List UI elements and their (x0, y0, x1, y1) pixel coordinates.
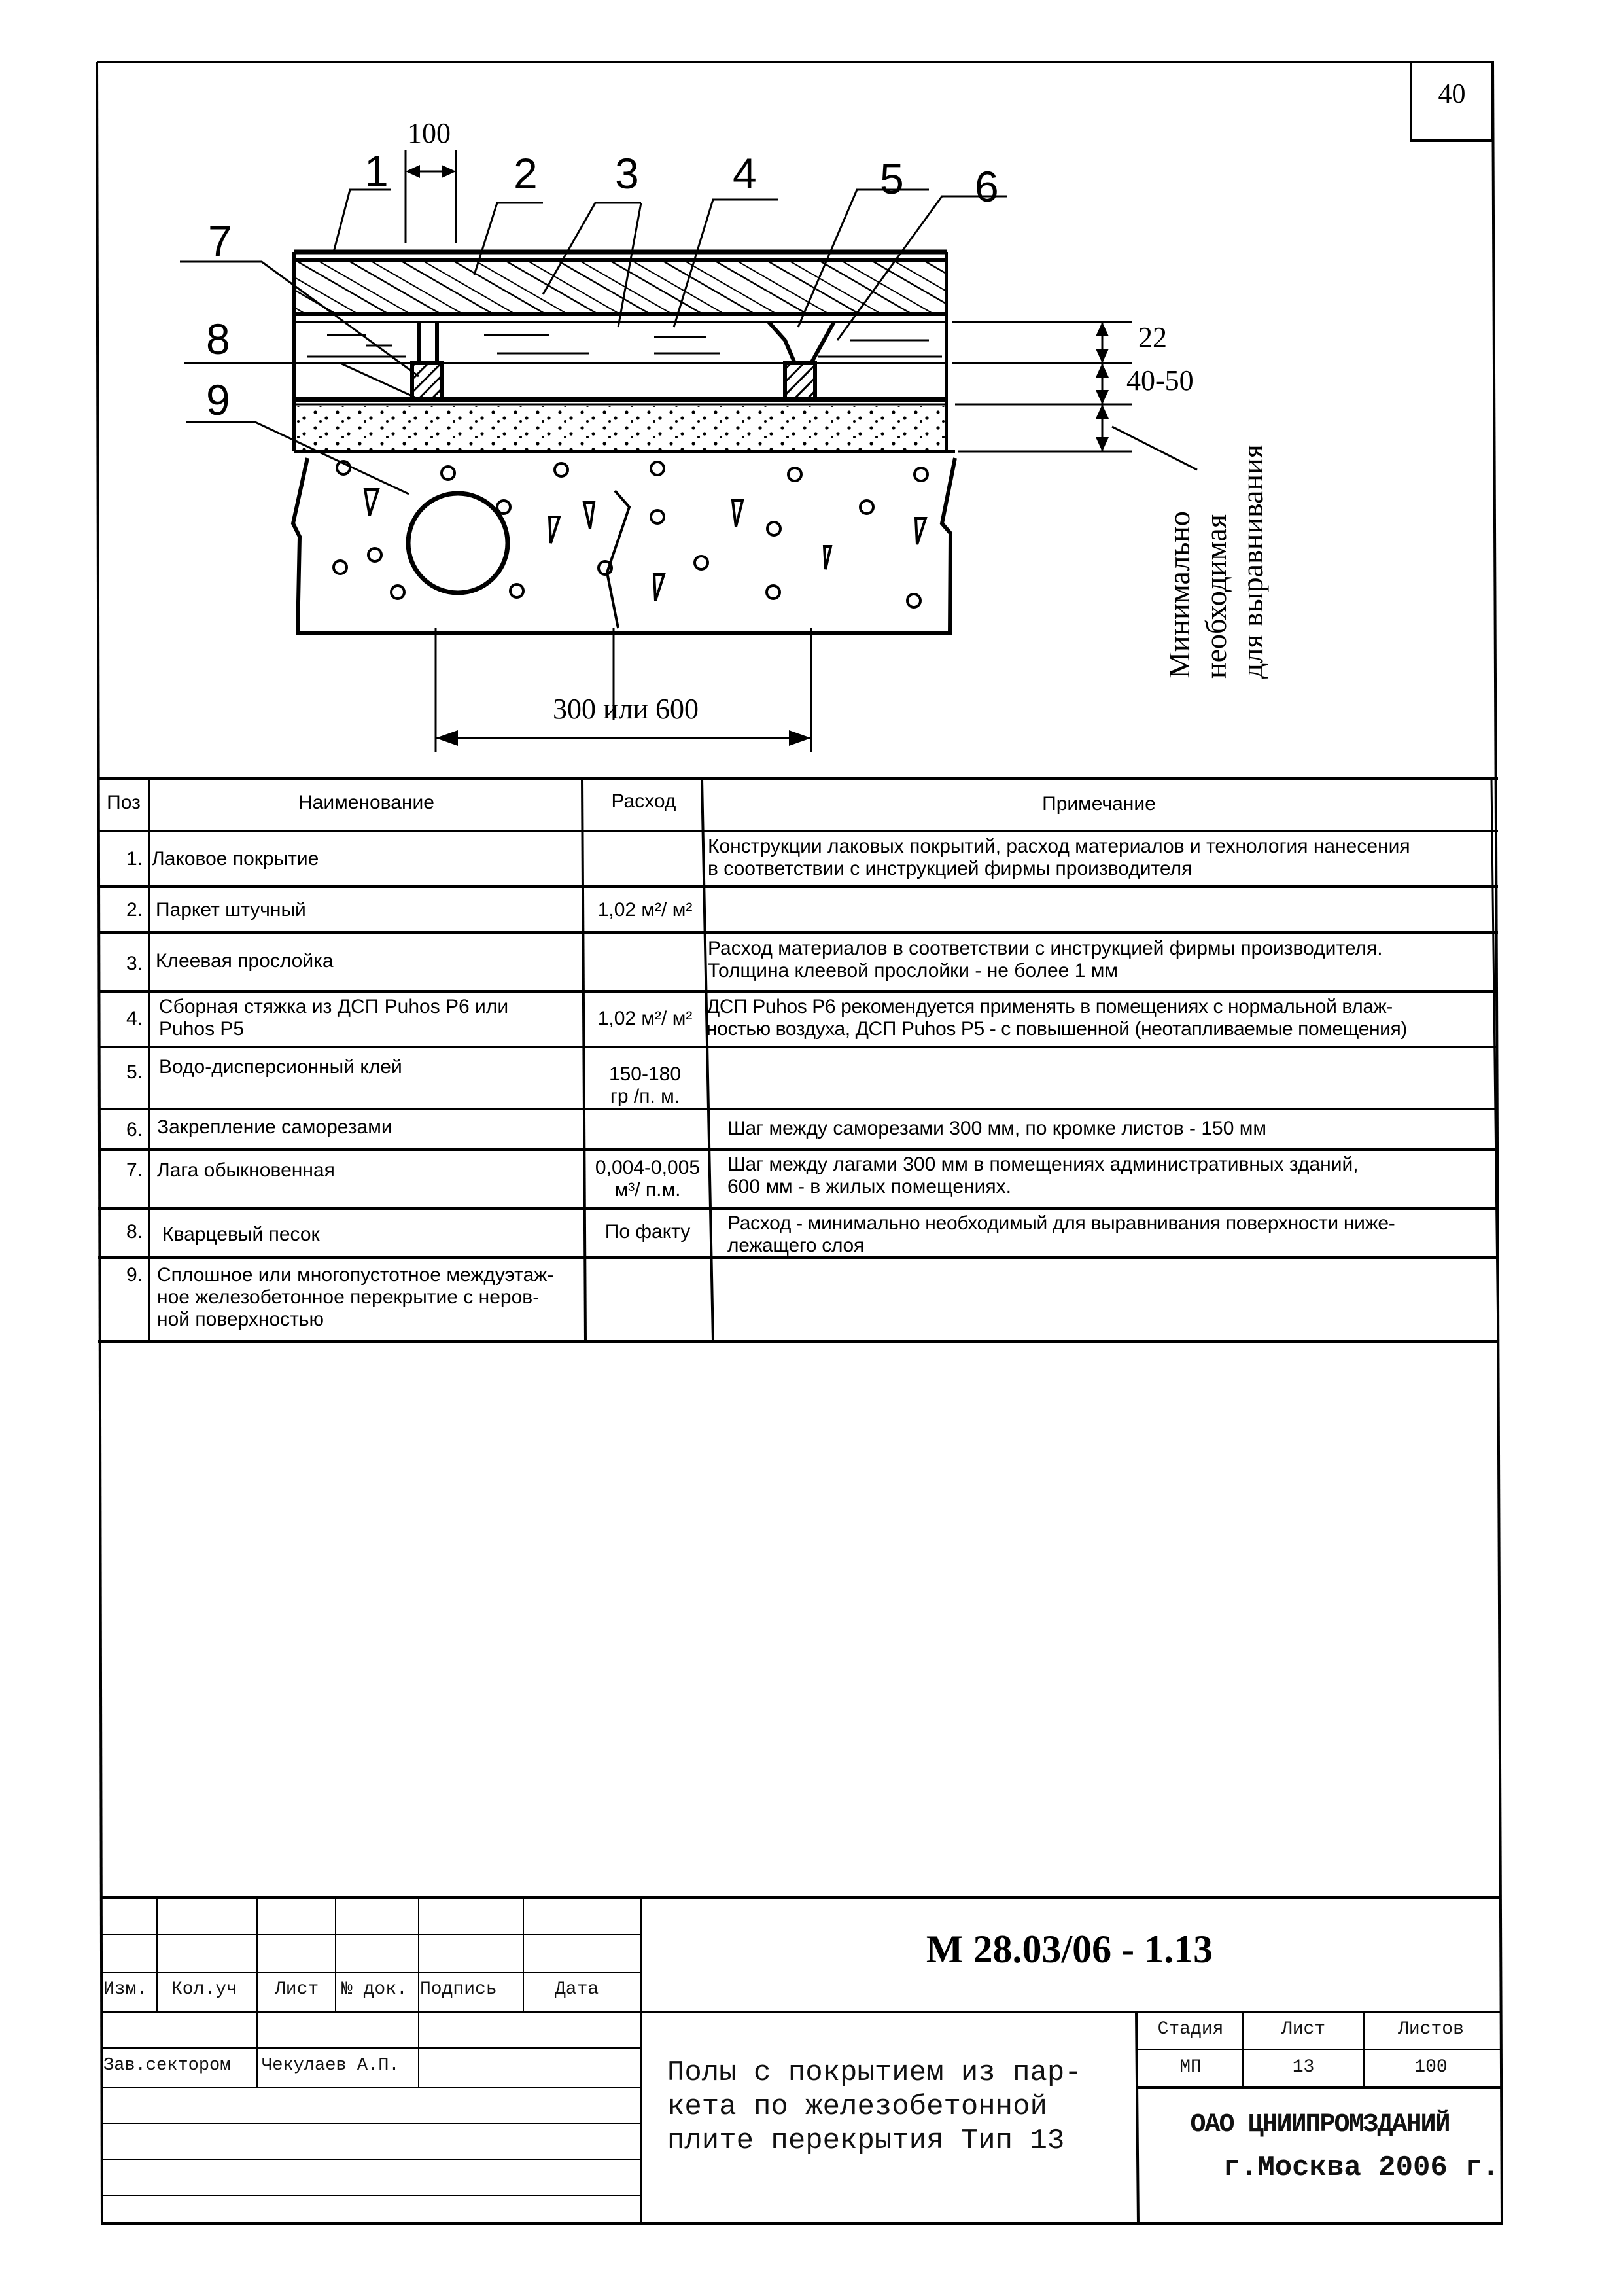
callout-1: 1 (364, 147, 389, 195)
row-pos: 5. (126, 1061, 143, 1083)
floor-layers (294, 252, 955, 451)
sheets-value: 100 (1414, 2057, 1448, 2077)
row-name: Клеевая прослойка (156, 950, 334, 972)
col-data-label: Дата (555, 1979, 599, 2000)
callout-2: 2 (514, 149, 538, 198)
row-note: Расход - минимально необходимый для выравнивания поверхности ниже- лежащего слоя (727, 1212, 1395, 1256)
header-note: Примечание (1042, 793, 1156, 815)
dim-22-label: 22 (1138, 321, 1167, 353)
callout-9: 9 (206, 376, 230, 424)
row-pos: 7. (126, 1159, 143, 1181)
sheet-label: Лист (1281, 2019, 1326, 2040)
col-podpis-label: Подпись (420, 1979, 497, 2000)
dim-spacing-label: 300 или 600 (553, 693, 699, 725)
callout-3: 3 (615, 149, 639, 198)
row-name: Сборная стяжка из ДСП Puhos P6 или Puhos P5 (159, 996, 509, 1040)
drawing-title-line3: плите перекрытия Тип 13 (667, 2125, 1065, 2157)
callout-5: 5 (880, 154, 904, 203)
row-consumption: 1,02 м²/ м² (597, 1008, 693, 1029)
city-year: г.Москва 2006 г. (1223, 2151, 1499, 2184)
header-consumption: Расход (611, 790, 676, 812)
row-consumption: 150-180 гр /п. м. (608, 1063, 682, 1107)
row-consumption: 1,02 м²/ м² (597, 899, 693, 921)
row-note: ДСП Puhos P6 рекомендуется применять в помещениях с нормальной влаж- ностью воздуха, ДСП Puhos P5 - с повышенной (неотапливаемые помещения) (706, 996, 1407, 1040)
side-note (1161, 378, 1269, 679)
col-kol-label: Кол.уч (171, 1979, 237, 2000)
col-list-label: Лист (275, 1979, 319, 2000)
callout-4: 4 (733, 149, 757, 198)
stage-value: МП (1179, 2057, 1202, 2077)
row-name: Кварцевый песок (162, 1224, 320, 1245)
header-name: Наименование (298, 792, 434, 813)
drawing-title-line1: Полы с покрытием из пар- (667, 2057, 1082, 2089)
dim-40-50-label: 40-50 (1126, 364, 1194, 397)
side-note-line1: Минимально необходимая (1162, 511, 1232, 679)
row-name: Закрепление саморезами (157, 1116, 392, 1138)
header-pos: Поз (107, 792, 141, 813)
row-pos: 6. (126, 1119, 143, 1140)
row-pos: 8. (126, 1221, 143, 1243)
row-name: Водо-дисперсионный клей (159, 1056, 402, 1078)
organization: ОАО ЦНИИПРОМЗДАНИЙ (1190, 2110, 1450, 2140)
row-name: Паркет штучный (156, 899, 306, 921)
row-note: Шаг между лагами 300 мм в помещениях административных зданий, 600 мм - в жилых помещениях. (727, 1154, 1359, 1197)
col-izm-label: Изм. (103, 1979, 148, 2000)
row-pos: 3. (126, 953, 143, 974)
row-pos: 4. (126, 1008, 143, 1029)
row-name: Лага обыкновенная (157, 1159, 335, 1181)
row-consumption: 0,004-0,005 м³/ п.м. (595, 1157, 701, 1201)
signer-name: Чекулаев А.П. (262, 2056, 400, 2075)
row-name: Лаковое покрытие (152, 848, 319, 870)
sheet-value: 13 (1292, 2057, 1315, 2077)
callout-6: 6 (975, 162, 999, 211)
stage-label: Стадия (1157, 2019, 1224, 2040)
row-note: Конструкции лаковых покрытий, расход материалов и технология нанесения в соответствии с инструкцией фирмы производителя (708, 836, 1410, 879)
row-note: Шаг между саморезами 300 мм, по кромке листов - 150 мм (727, 1118, 1266, 1139)
row-pos: 2. (126, 899, 143, 921)
side-note-line2: для выравнивания (1236, 444, 1269, 679)
row-pos: 9. (126, 1264, 143, 1286)
col-ndok-label: № док. (341, 1979, 408, 2000)
callout-8: 8 (206, 315, 230, 363)
row-consumption: По факту (604, 1221, 691, 1243)
drawing-title-line2: кета по железобетонной (667, 2091, 1047, 2123)
document-code: М 28.03/06 - 1.13 (926, 1928, 1213, 1971)
concrete-slab (293, 458, 955, 635)
row-pos: 1. (126, 848, 143, 870)
sheet-number: 40 (1438, 79, 1466, 109)
signer-role: Зав.сектором (103, 2056, 231, 2075)
drawing-title (667, 2056, 1082, 2158)
dim-100-label: 100 (408, 117, 451, 149)
callout-7: 7 (208, 217, 232, 265)
row-name: Сплошное или многопустотное междуэтаж- ное железобетонное перекрытие с неров- ной поверхностью (157, 1264, 554, 1330)
sheets-label: Листов (1398, 2019, 1464, 2040)
row-note: Расход материалов в соответствии с инструкцией фирмы производителя. Толщина клеевой прослойки - не более 1 мм (708, 938, 1383, 981)
